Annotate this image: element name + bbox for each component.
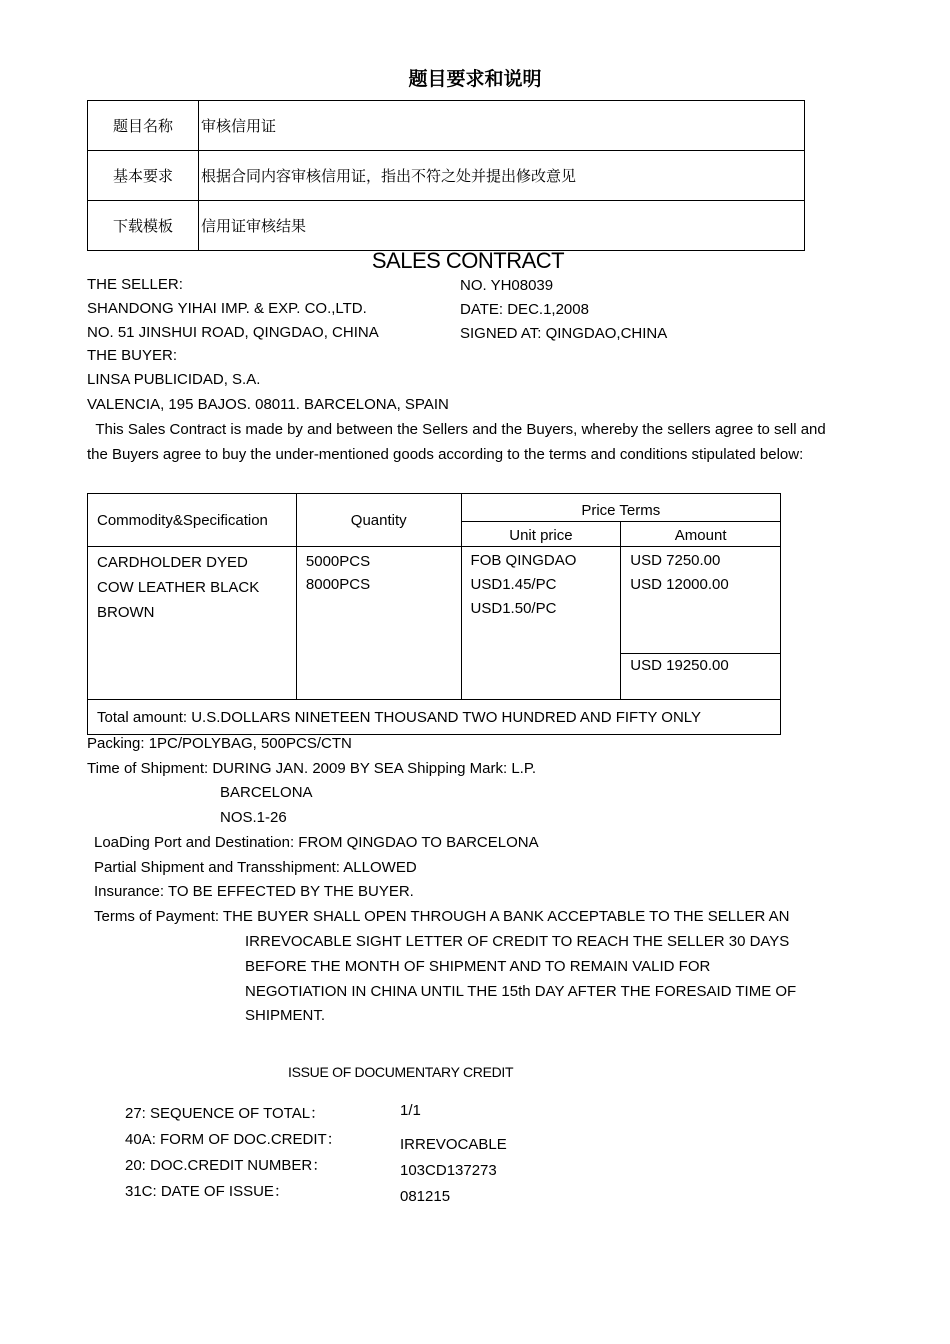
packing: Packing: 1PC/POLYBAG, 500PCS/CTN	[87, 735, 352, 752]
payment-line: IRREVOCABLE SIGHT LETTER OF CREDIT TO REACH THE SELLER 30 DAYS	[245, 933, 790, 950]
table-row	[88, 101, 805, 151]
buyer-address: VALENCIA, 195 BAJOS. 08011. BARCELONA, SPAIN	[87, 396, 449, 413]
seller-label: THE SELLER:	[87, 276, 183, 293]
credit-field-label: 27: SEQUENCE OF TOTAL：	[125, 1105, 326, 1122]
req-key: 题目名称	[88, 101, 199, 151]
buyer-label: THE BUYER:	[87, 347, 178, 364]
goods-table	[87, 493, 781, 735]
payment-terms: Terms of Payment: THE BUYER SHALL OPEN THROUGH A BANK ACCEPTABLE TO THE SELLER AN	[94, 908, 790, 925]
req-value: 审核信用证	[199, 101, 805, 151]
loading-port: LoaDing Port and Destination: FROM QINGDAO TO BARCELONA	[94, 834, 539, 851]
shipping-mark-line: NOS.1-26	[220, 809, 287, 826]
unit-price-line: FOB QINGDAO	[470, 552, 577, 569]
payment-line: BEFORE THE MONTH OF SHIPMENT AND TO REMAIN VALID FOR	[245, 958, 711, 975]
req-key: 基本要求	[88, 151, 199, 201]
contract-title: SALES CONTRACT	[371, 248, 565, 273]
unit-price-cell	[461, 547, 621, 700]
credit-field-value: 1/1	[400, 1102, 421, 1119]
commodity-line: BROWN	[97, 604, 155, 621]
seller-address: NO. 51 JINSHUI ROAD, QINGDAO, CHINA	[87, 324, 379, 341]
header-unit-price: Unit price	[461, 521, 621, 546]
partial-shipment: Partial Shipment and Transshipment: ALLOWED	[94, 859, 417, 876]
seller-name: SHANDONG YIHAI IMP. & EXP. CO.,LTD.	[87, 300, 367, 317]
commodity-line: CARDHOLDER DYED	[97, 554, 248, 571]
header-price-terms: Price Terms	[461, 494, 780, 522]
commodity-line: COW LEATHER BLACK	[97, 579, 260, 596]
payment-line: SHIPMENT.	[245, 1007, 326, 1024]
signed-at: SIGNED AT: QINGDAO,CHINA	[460, 325, 668, 342]
contract-date: DATE: DEC.1,2008	[460, 301, 589, 318]
total-amount-cell: Total amount: U.S.DOLLARS NINETEEN THOUSAND TWO HUNDRED AND FIFTY ONLY	[88, 700, 781, 735]
contract-intro: This Sales Contract is made by and between the Sellers and the Buyers, whereby the sellers agree to sell and the Buyers agree to buy the under-mentioned goods according to the terms and conditions stipulated below:	[87, 421, 826, 463]
buyer-name: LINSA PUBLICIDAD, S.A.	[87, 371, 261, 388]
requirements-table	[87, 100, 805, 251]
quantity-line: 5000PCS	[305, 553, 371, 570]
req-value: 信用证审核结果	[199, 201, 805, 251]
req-value: 根据合同内容审核信用证，指出不符之处并提出修改意见	[199, 151, 805, 201]
unit-price-line: USD1.50/PC	[470, 600, 557, 617]
header-amount: Amount	[621, 521, 781, 546]
credit-title: ISSUE OF DOCUMENTARY CREDIT	[288, 1064, 514, 1080]
req-key: 下载模板	[88, 201, 199, 251]
page-title: 题目要求和说明	[408, 68, 542, 90]
credit-field-value: IRREVOCABLE	[400, 1136, 507, 1153]
shipping-mark-line: BARCELONA	[220, 784, 313, 801]
amount-line: USD 12000.00	[630, 576, 729, 593]
amount-cell	[621, 547, 781, 654]
commodity-cell	[88, 547, 297, 700]
unit-price-line: USD1.45/PC	[470, 576, 557, 593]
amount-line: USD 7250.00	[630, 552, 721, 569]
insurance: Insurance: TO BE EFFECTED BY THE BUYER.	[94, 883, 414, 900]
credit-field-value: 103CD137273	[400, 1162, 497, 1179]
contract-number: NO. YH08039	[460, 277, 554, 294]
credit-field-label: 31C: DATE OF ISSUE：	[125, 1183, 289, 1200]
table-row	[88, 201, 805, 251]
payment-line: NEGOTIATION IN CHINA UNTIL THE 15th DAY AFTER THE FORESAID TIME OF	[245, 983, 797, 1000]
credit-field-label: 40A: FORM OF DOC.CREDIT：	[125, 1131, 342, 1148]
table-row	[88, 151, 805, 201]
quantity-cell	[296, 547, 461, 700]
credit-field-label: 20: DOC.CREDIT NUMBER：	[125, 1157, 328, 1174]
quantity-line: 8000PCS	[305, 576, 371, 593]
credit-field-value: 081215	[400, 1188, 451, 1205]
header-quantity: Quantity	[296, 494, 461, 547]
amount-total-cell: USD 19250.00	[621, 654, 781, 700]
header-commodity: Commodity&Specification	[88, 494, 297, 547]
shipment: Time of Shipment: DURING JAN. 2009 BY SEA Shipping Mark: L.P.	[87, 760, 537, 777]
